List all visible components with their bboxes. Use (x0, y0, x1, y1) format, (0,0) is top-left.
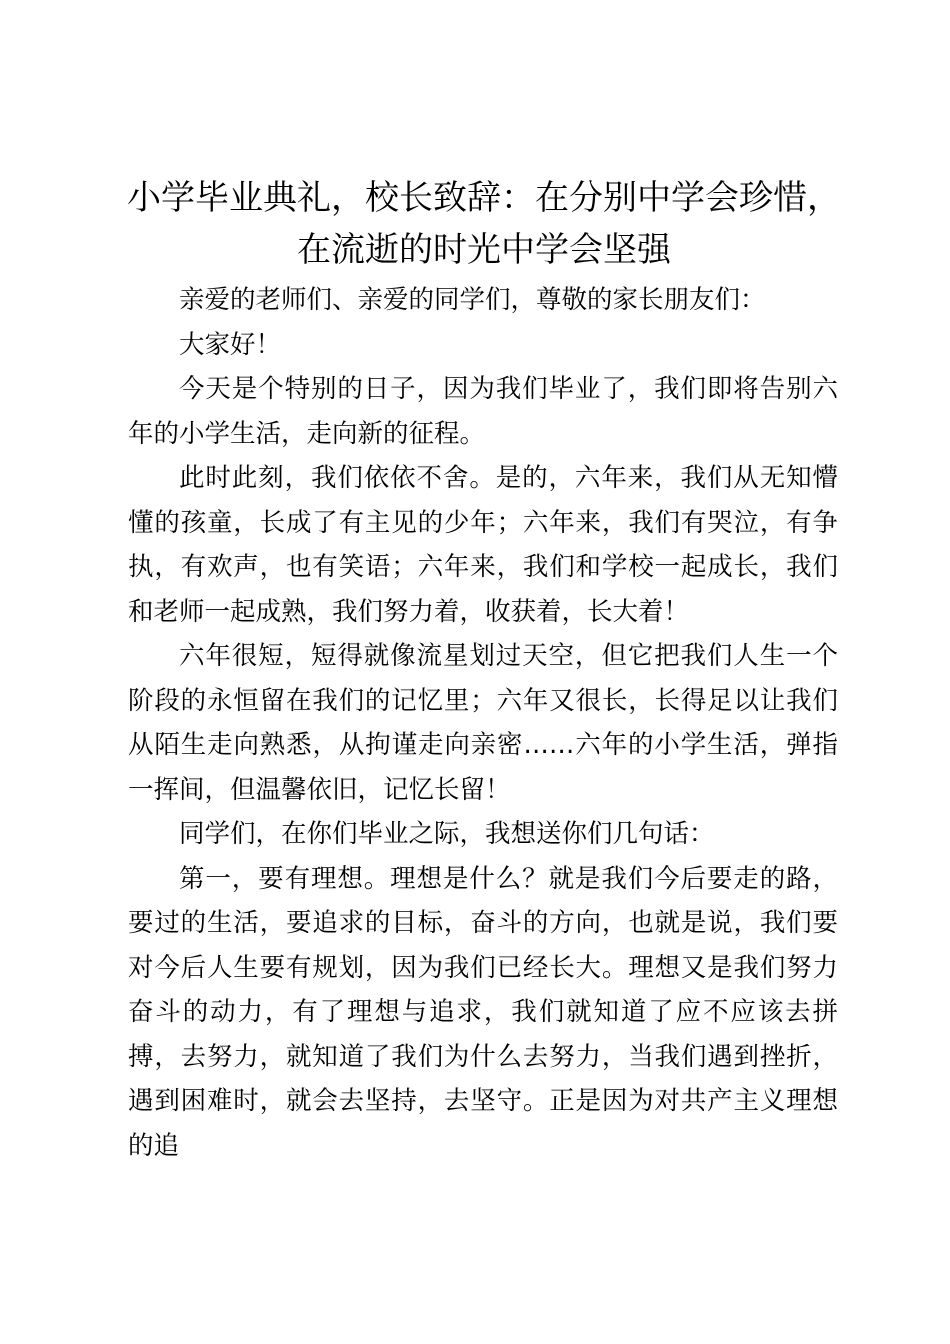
paragraph: 今天是个特别的日子，因为我们毕业了，我们即将告别六年的小学生活，走向新的征程。 (128, 374, 838, 449)
paragraph-salutation: 亲爱的老师们、亲爱的同学们，尊敬的家长朋友们： (179, 285, 766, 315)
document-page (127, 172, 841, 1168)
paragraph: 第一，要有理想。理想是什么？就是我们今后要走的路，要过的生活，要追求的目标，奋斗的方向，也就是说，我们要对今后人生要有规划，因为我们已经长大。理想又是我们努力奋斗的动力，有了理想与追求，我们就知道了应不应该去拼搏，去努力，就知道了我们为什么去努力，当我们遇到挫折，遇到困难时，就会去坚持，去坚守。正是因为对共产主义理想的追 (128, 863, 838, 1161)
title-block (116, 172, 852, 276)
paragraph: 同学们，在你们毕业之际，我想送你们几句话： (179, 819, 715, 849)
document-title: 小学毕业典礼，校长致辞：在分别中学会珍惜，在流逝的时光中学会坚强 (127, 178, 841, 270)
paragraph-greeting: 大家好！ (179, 329, 282, 360)
paragraph: 此时此刻，我们依依不舍。是的，六年来，我们从无知懵懂的孩童，长成了有主见的少年；六年来，我们有哭泣，有争执，有欢声，也有笑语；六年来，我们和学校一起成长，我们和老师一起成熟，我们努力着，收获着，长大着！ (128, 463, 838, 627)
paragraph: 六年很短，短得就像流星划过天空，但它把我们人生一个阶段的永恒留在我们的记忆里；六年又很长，长得足以让我们从陌生走向熟悉，从拘谨走向亲密……六年的小学生活，弹指一挥间，但温馨依旧，记忆长留！ (128, 641, 838, 805)
document-body (128, 278, 838, 1168)
